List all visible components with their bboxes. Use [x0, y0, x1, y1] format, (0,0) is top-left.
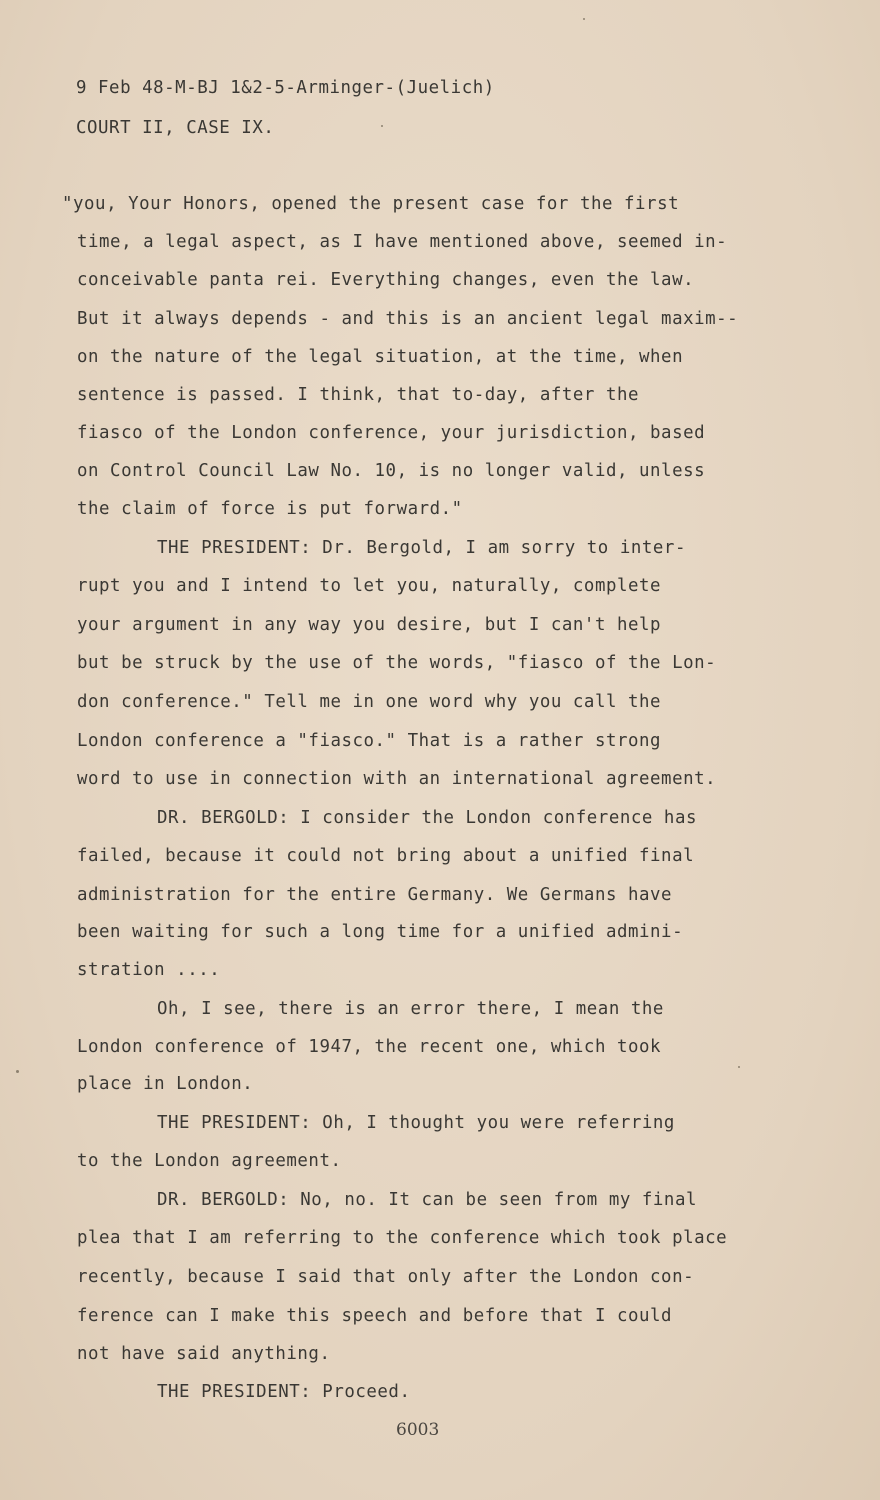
text-line: don conference." Tell me in one word why you call the [77, 692, 662, 712]
text-line: the claim of force is put forward." [77, 499, 463, 519]
text-line: failed, because it could not bring about a unified final [77, 846, 695, 866]
text-line: London conference of 1947, the recent one, which took [77, 1037, 662, 1057]
text-line: sentence is passed. I think, that to-day, after the [77, 385, 640, 405]
text-line: on the nature of the legal situation, at the time, when [77, 347, 684, 367]
text-line: recently, because I said that only after the London con- [77, 1267, 695, 1287]
paper-speck [16, 1070, 19, 1073]
speaker-line: THE PRESIDENT: Dr. Bergold, I am sorry to inter- [157, 538, 686, 558]
header-line-1: 9 Feb 48-M-BJ 1&2-5-Arminger-(Juelich) [76, 78, 495, 98]
text-line: fiasco of the London conference, your jurisdiction, based [77, 423, 706, 443]
paper-speck [738, 1066, 740, 1068]
speaker-line: DR. BERGOLD: No, no. It can be seen from my final [157, 1190, 697, 1210]
paper-speck [583, 18, 585, 20]
text-line: ference can I make this speech and before that I could [77, 1306, 673, 1326]
text-line: not have said anything. [77, 1344, 331, 1364]
text-line: been waiting for such a long time for a unified admini- [77, 922, 684, 942]
text-line: time, a legal aspect, as I have mentioned above, seemed in- [77, 232, 728, 252]
text-line: London conference a "fiasco." That is a rather strong [77, 731, 662, 751]
text-line: conceivable panta rei. Everything changes, even the law. [77, 270, 695, 290]
speaker-line: THE PRESIDENT: Oh, I thought you were referring [157, 1113, 675, 1133]
paper-speck [381, 125, 383, 127]
text-line: to the London agreement. [77, 1151, 342, 1171]
text-line: but be struck by the use of the words, "fiasco of the Lon- [77, 653, 717, 673]
speaker-line: DR. BERGOLD: I consider the London conference has [157, 808, 697, 828]
page-number: 6003 [396, 1420, 440, 1440]
speaker-line: THE PRESIDENT: Proceed. [157, 1382, 411, 1402]
text-line: But it always depends - and this is an ancient legal maxim-- [77, 309, 739, 329]
text-line: rupt you and I intend to let you, naturally, complete [77, 576, 662, 596]
text-line: administration for the entire Germany. We Germans have [77, 885, 673, 905]
text-line: plea that I am referring to the conference which took place [77, 1228, 728, 1248]
text-line: "you, Your Honors, opened the present case for the first [62, 194, 680, 214]
text-line: word to use in connection with an international agreement. [77, 769, 717, 789]
text-line: Oh, I see, there is an error there, I mean the [157, 999, 664, 1019]
header-line-2: COURT II, CASE IX. [76, 118, 275, 138]
text-line: your argument in any way you desire, but I can't help [77, 615, 662, 635]
text-line: on Control Council Law No. 10, is no longer valid, unless [77, 461, 706, 481]
text-line: stration .... [77, 960, 221, 980]
text-line: place in London. [77, 1074, 254, 1094]
